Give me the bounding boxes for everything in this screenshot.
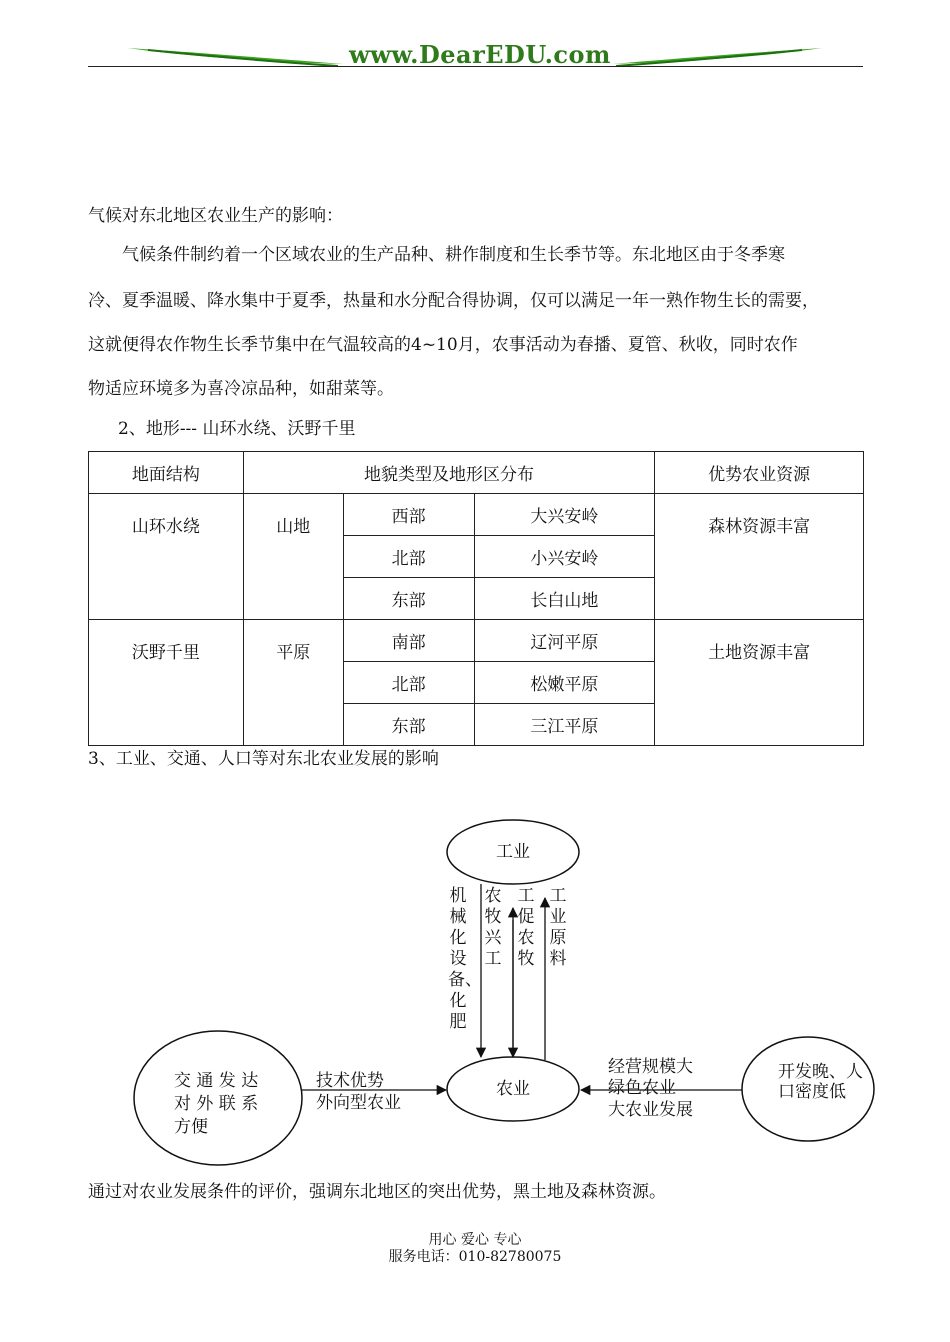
agriculture-label: 农业 bbox=[496, 1079, 530, 1099]
vertical-label-raw-materials: 工业原料 bbox=[549, 886, 567, 969]
region-cell: 长白山地 bbox=[474, 578, 655, 620]
region-cell: 松嫩平原 bbox=[474, 662, 655, 704]
resource-cell: 土地资源丰富 bbox=[655, 620, 864, 746]
climate-para-line-1: 气候条件制约着一个区域农业的生产品种、耕作制度和生长季节等。东北地区由于冬季寒 bbox=[122, 245, 785, 265]
landform-type-cell: 平原 bbox=[243, 620, 343, 746]
footer-phone: 服务电话：010-82780075 bbox=[388, 1249, 562, 1265]
direction-cell: 南部 bbox=[343, 620, 474, 662]
landform-type-cell: 山地 bbox=[243, 494, 343, 620]
region-cell: 小兴安岭 bbox=[474, 536, 655, 578]
region-cell: 大兴安岭 bbox=[474, 494, 655, 536]
direction-cell: 东部 bbox=[343, 578, 474, 620]
direction-cell: 东部 bbox=[343, 704, 474, 746]
vertical-label-machinery: 机械化设备、化肥 bbox=[448, 886, 482, 1032]
resource-cell: 森林资源丰富 bbox=[655, 494, 864, 620]
right-arrow-label-line-1: 经营规模大 bbox=[608, 1057, 693, 1077]
direction-cell: 西部 bbox=[343, 494, 474, 536]
industry-label: 工业 bbox=[496, 842, 530, 862]
region-cell: 辽河平原 bbox=[474, 620, 655, 662]
terrain-title: 2、地形--- 山环水绕、沃野千里 bbox=[118, 419, 356, 439]
left-arrow-label-line-1: 技术优势 bbox=[316, 1071, 384, 1091]
direction-cell: 北部 bbox=[343, 662, 474, 704]
factors-title: 3、工业、交通、人口等对东北农业发展的影响 bbox=[88, 749, 439, 769]
climate-para-line-4: 物适应环境多为喜冷凉品种，如甜菜等。 bbox=[88, 379, 394, 399]
vertical-label-agri-promotes-industry: 农牧兴工 bbox=[484, 886, 502, 969]
header-landform: 地貌类型及地形区分布 bbox=[243, 452, 654, 494]
transport-label-line-3: 方便 bbox=[174, 1117, 208, 1137]
climate-para-line-2: 冷、夏季温暖、降水集中于夏季，热量和水分配合得协调，仅可以满足一年一熟作物生长的需要， bbox=[88, 291, 819, 311]
site-logo-text: www.DearEDU.com bbox=[349, 40, 611, 69]
population-label-line-2: 口密度低 bbox=[778, 1082, 846, 1102]
right-arrow-label-line-2: 绿色农业 bbox=[608, 1078, 676, 1098]
right-arrow-label-line-3: 大农业发展 bbox=[608, 1100, 693, 1120]
vertical-label-industry-promotes-agri: 工促农牧 bbox=[517, 886, 535, 969]
climate-para-line-3: 这就便得农作物生长季节集中在气温较高的4~10月，农事活动为春播、夏管、秋收，同时农作 bbox=[88, 335, 798, 355]
structure-cell: 沃野千里 bbox=[89, 620, 244, 746]
left-arrow-label-line-2: 外向型农业 bbox=[316, 1093, 401, 1113]
direction-cell: 北部 bbox=[343, 536, 474, 578]
transport-label-line-2: 对 外 联 系 bbox=[174, 1094, 259, 1114]
population-label-line-1: 开发晚、人 bbox=[778, 1062, 863, 1082]
header-structure: 地面结构 bbox=[89, 452, 244, 494]
header-resource: 优势农业资源 bbox=[655, 452, 864, 494]
climate-title: 气候对东北地区农业生产的影响： bbox=[88, 206, 343, 226]
transport-label-line-1: 交 通 发 达 bbox=[174, 1071, 259, 1091]
footer-slogan: 用心 爱心 专心 bbox=[428, 1232, 522, 1248]
conclusion-text: 通过对农业发展条件的评价，强调东北地区的突出优势，黑土地及森林资源。 bbox=[88, 1182, 666, 1202]
structure-cell: 山环水绕 bbox=[89, 494, 244, 620]
region-cell: 三江平原 bbox=[474, 704, 655, 746]
